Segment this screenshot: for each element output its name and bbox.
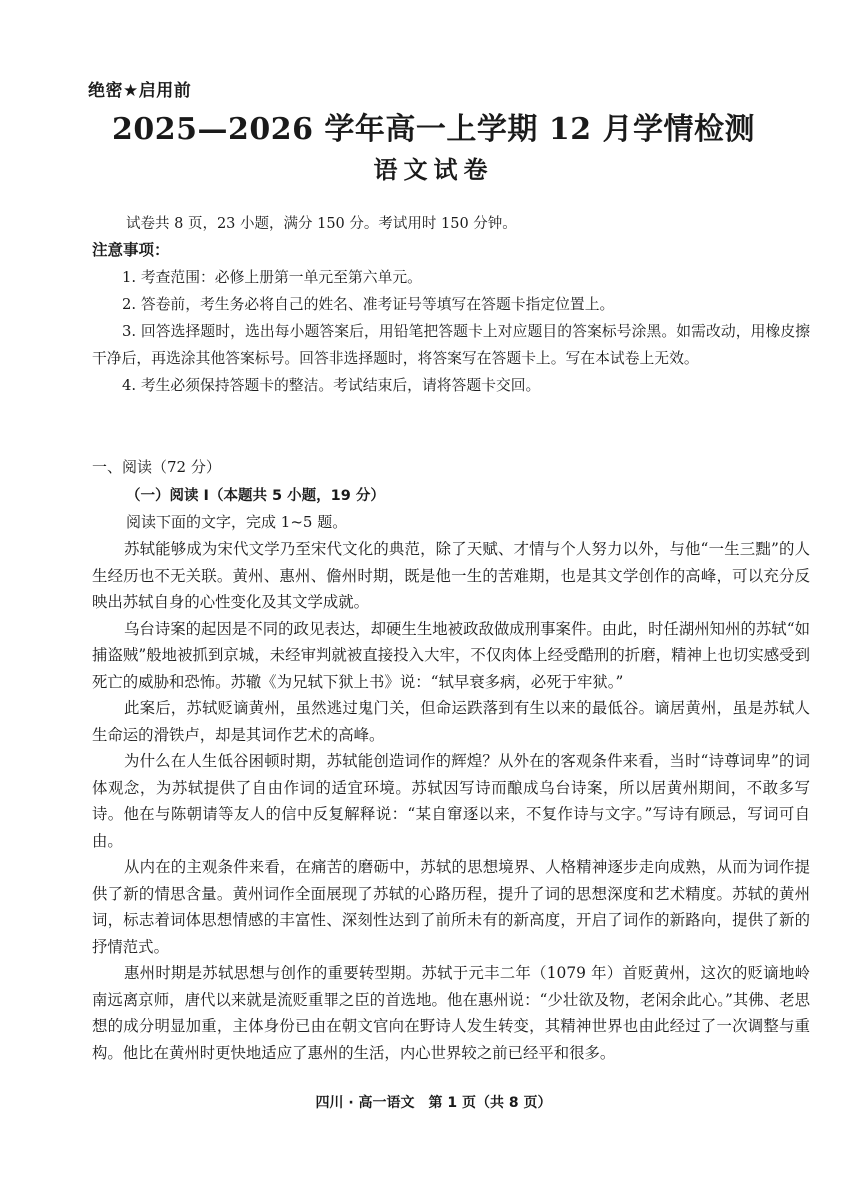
notice-item: 2. 答卷前，考生务必将自己的姓名、准考证号等填写在答题卡指定位置上。 <box>122 296 615 313</box>
passage-paragraph: 乌台诗案的起因是不同的政见表达，却硬生生地被政敌做成刑事案件。由此，时任湖州知州的苏轼“如捕盗贼”般地被抓到京城，未经审判就被直接投入大牢，不仅肉体上经受酷刑的折磨，精神上也切实感受到死亡的威胁和恐怖。苏辙《为兄轼下狱上书》说：“轼早衰多病，必死于牢狱。” <box>92 619 810 691</box>
reading-instruction: 阅读下面的文字，完成 1~5 题。 <box>126 513 348 531</box>
passage-paragraph: 从内在的主观条件来看，在痛苦的磨砺中，苏轼的思想境界、人格精神逐步走向成熟，从而为词作提供了新的情思含量。黄州词作全面展现了苏轼的心路历程，提升了词的思想深度和艺术精度。苏轼的黄州词，标志着词体思想情感的丰富性、深刻性达到了前所未有的新高度，开启了词作的新路向，提供了新的抒情范式。 <box>92 858 810 956</box>
exam-subtitle: 语文试卷 <box>373 156 494 184</box>
reading-passage <box>92 536 810 1066</box>
passage-paragraph: 苏轼能够成为宋代文学乃至宋代文化的典范，除了天赋、才情与个人努力以外，与他“一生三黜”的人生经历也不无关联。黄州、惠州、儋州时期，既是他一生的苦难期，也是其文学创作的高峰，可以充分反映出苏轼自身的心性变化及其文学成就。 <box>92 540 810 611</box>
passage-paragraph: 为什么在人生低谷困顿时期，苏轼能创造词作的辉煌？从外在的客观条件来看，当时“诗尊词卑”的词体观念，为苏轼提供了自由作词的适宜环境。苏轼因写诗而酿成乌台诗案，所以居黄州期间，不敢多写诗。他在与陈朝请等友人的信中反复解释说：“某自窜逐以来，不复作诗与文字。”写诗有顾忌，写词可自由。 <box>92 752 810 850</box>
exam-title: 2025—2026 学年高一上学期 12 月学情检测 <box>111 112 756 147</box>
part-heading: （一）阅读 I（本题共 5 小题，19 分） <box>126 488 385 504</box>
notice-title: 注意事项： <box>92 241 170 259</box>
confidential-label: 绝密★启用前 <box>88 81 192 101</box>
exam-meta: 试卷共 8 页，23 小题，满分 150 分。考试用时 150 分钟。 <box>126 216 517 232</box>
passage-paragraph: 惠州时期是苏轼思想与创作的重要转型期。苏轼于元丰二年（1079 年）首贬黄州，这次的贬谪地岭南远离京师，唐代以来就是流贬重罪之臣的首选地。他在惠州说：“少壮欲及物，老闲余此心。”其佛、老思想的成分明显加重，主体身份已由在朝文官向在野诗人发生转变，其精神世界也由此经过了一次调整与重构。他比在黄州时更快地适应了惠州的生活，内心世界较之前已经平和很多。 <box>92 964 810 1062</box>
passage-paragraph: 此案后，苏轼贬谪黄州，虽然逃过鬼门关，但命运跌落到有生以来的最低谷。谪居黄州，虽是苏轼人生命运的滑铁卢，却是其词作艺术的高峰。 <box>92 699 810 744</box>
notice-item: 1. 考查范围：必修上册第一单元至第六单元。 <box>122 269 422 286</box>
notice-item: 4. 考生必须保持答题卡的整洁。考试结束后，请将答题卡交回。 <box>122 377 541 394</box>
section-heading: 一、阅读（72 分） <box>92 458 221 476</box>
page-footer: 四川 · 高一语文 第 1 页（共 8 页） <box>315 1095 552 1111</box>
notice-list <box>92 264 810 399</box>
notice-item: 3. 回答选择题时，选出每小题答案后，用铅笔把答题卡上对应题目的答案标号涂黑。如需改动，用橡皮擦干净后，再选涂其他答案标号。回答非选择题时，将答案写在答题卡上。写在本试卷上无效。 <box>92 323 810 367</box>
